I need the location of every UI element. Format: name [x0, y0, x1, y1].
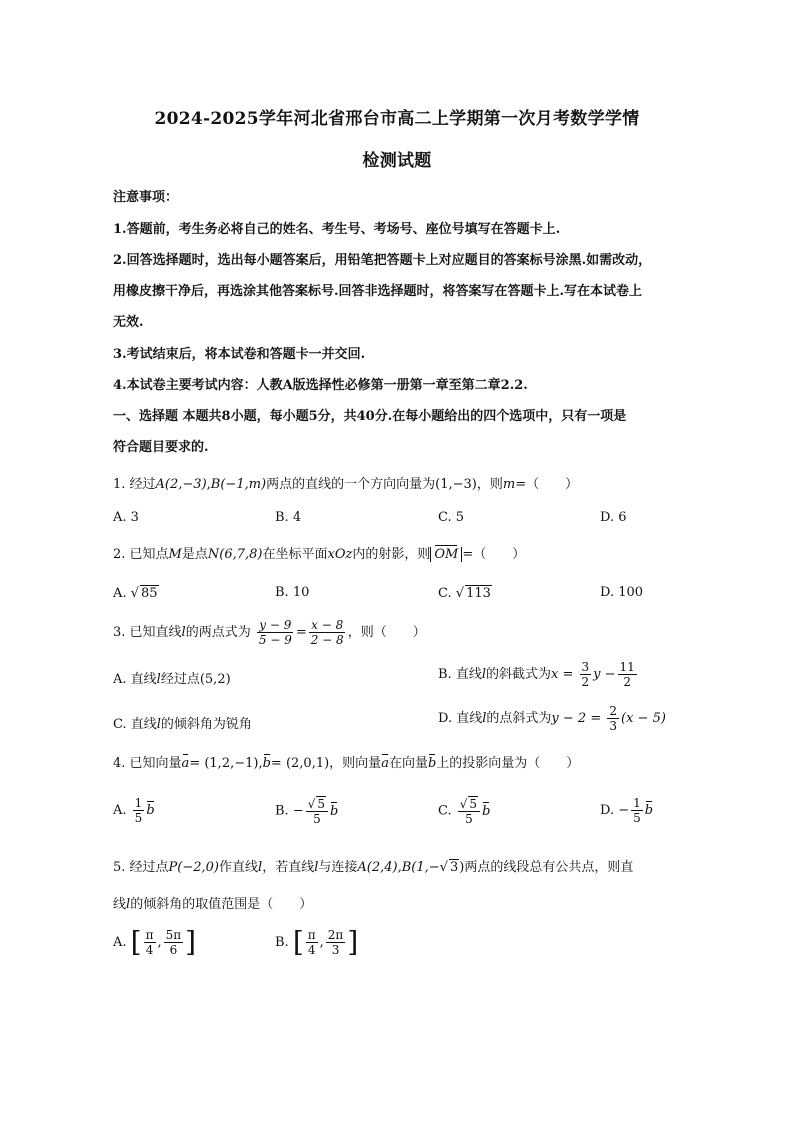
q3-line-l: l: [181, 625, 186, 640]
q5-option-a-f2n: 5π: [165, 928, 182, 942]
q4-option-c-frac: $\frac{√ 5}{5}$: [458, 796, 480, 826]
q5-option-b-f1n: π: [307, 928, 316, 942]
q3-f2-num: x − 8: [311, 618, 344, 632]
q3-option-b-f1n: 3: [581, 660, 590, 674]
q4-option-c-rad: 5: [469, 797, 478, 811]
q5-mid1: 作直线: [219, 860, 259, 875]
q5-line2-post: 的倾斜角的取值范围是（ ）: [130, 897, 313, 912]
q4-option-d: [600, 796, 653, 825]
q3-option-b-f2d: 2: [623, 675, 631, 689]
q3-option-d-fd: 3: [609, 719, 618, 733]
q3-f1-den: 5 − 9: [258, 633, 292, 647]
q3-f1-num: y − 9: [259, 618, 292, 632]
q5-option-a-f1n: π: [145, 928, 154, 942]
q1-direction-vector: (1,−3): [435, 477, 477, 492]
q2-vector-om: OM: [434, 547, 459, 562]
q4-a-eq: = (1,2,−1),: [189, 756, 263, 771]
q1-post: ，则: [476, 477, 503, 492]
notice-heading: 注意事项：: [113, 190, 179, 205]
q3-option-b-mid: 的斜截式为: [486, 667, 552, 682]
q3-prefix: 3. 已知直线: [113, 625, 182, 640]
q4-post: 上的投影向量为（ ）: [436, 756, 580, 771]
q5-option-b-f1d: 4: [307, 943, 316, 957]
q4-vector-a-2: a: [381, 756, 389, 771]
q5-line-l-3: l: [126, 897, 131, 912]
q1-point-b: B(−1,m): [210, 477, 267, 492]
q5-prefix: 5. 经过点: [113, 860, 169, 875]
q5-option-b-f2d: 3: [331, 943, 340, 957]
q4-option-a-num: 1: [134, 796, 143, 810]
q5-mid2: ，若直线: [262, 860, 315, 875]
q3-option-b-f1d: 2: [581, 675, 590, 689]
section1-heading-line2: 符合题目要求的.: [113, 440, 209, 455]
q5-line-l-2: l: [314, 860, 319, 875]
q3-option-c-l: l: [156, 717, 161, 732]
q4-option-a: [113, 796, 155, 825]
q4-option-b-rad: 5: [317, 797, 326, 811]
notice-item-1: 1.答题前，考生务必将自己的姓名、考生号、考场号、座位号填写在答题卡上.: [113, 222, 561, 237]
section1-heading-line1: 一、选择题 本题共8小题，每小题5分，共40分.在每小题给出的四个选项中，只有一项是: [113, 409, 627, 424]
q5-option-b-frac1: [306, 928, 318, 957]
q3-option-a: [113, 668, 231, 687]
q5-option-b-label: B.: [275, 935, 289, 950]
q4-option-a-frac: [133, 796, 145, 825]
notice-item-2a: 2.回答选择题时，选出每小题答案后，用铅笔把答题卡上对应题目的答案标号涂黑.如需改动，: [113, 253, 652, 268]
q1-option-a: A. 3: [113, 510, 139, 525]
q1-prefix: 1. 经过: [113, 477, 156, 492]
notice-item-4: 4.本试卷主要考试内容：人教A版选择性必修第一册第一章至第二章2.2.: [113, 378, 528, 393]
q2-plane: xOz: [327, 547, 353, 562]
q2-prefix: 2. 已知点: [113, 547, 169, 562]
q5-points-ab: A(2,4),B(1,−: [357, 860, 440, 875]
q3-option-d-mid: 的点斜式为: [486, 711, 552, 726]
q1-mid: 两点的直线的一个方向向量为: [266, 477, 436, 492]
q4-option-b-sign: −: [292, 803, 304, 819]
q3-option-c-mid: 的倾斜角为锐角: [160, 717, 252, 732]
q3-option-a-pre: A. 直线: [113, 672, 157, 687]
q4-prefix: 4. 已知向量: [113, 756, 182, 771]
q5-option-a-f1d: 4: [145, 943, 154, 957]
q3-option-d-pre: D. 直线: [438, 711, 483, 726]
question-1: 1. 经过A(2,−3),B(−1,m)两点的直线的一个方向向量为(1,−3)，则m=（ ）: [113, 477, 579, 492]
q1-eq: =（ ）: [515, 477, 579, 492]
q3-option-d: [438, 704, 666, 733]
notice-item-3: 3.考试结束后，将本试卷和答题卡一并交回.: [113, 347, 366, 362]
q5-point-p: P(−2,0): [168, 860, 220, 875]
q1-option-b: B. 4: [275, 510, 302, 525]
q4-mid: ，则向量: [329, 756, 382, 771]
q2-option-c: C. √ 113: [438, 586, 491, 601]
q5-radicand: 3: [449, 860, 459, 875]
q5-mid3: 与连接: [318, 860, 358, 875]
q2-mid1: 是点: [181, 547, 208, 562]
q5-mid4: 两点的线段总有公共点，则直: [464, 860, 634, 875]
q4-option-c-label: C.: [438, 803, 452, 819]
q3-option-a-l: l: [156, 672, 161, 687]
q4-vector-b: b: [262, 756, 271, 771]
q5-option-b: B. [ $\frac{\pi}{4}$ , $\frac{2\pi}{3}$ ]: [275, 925, 359, 959]
q5-option-a-frac1: [144, 928, 156, 957]
q4-vector-a: a: [181, 756, 190, 771]
q1-var-m: m: [502, 477, 516, 492]
q4-option-c-den: 5: [465, 812, 473, 826]
q5-option-a-frac2: [164, 928, 184, 957]
q3-option-a-mid: 经过点: [160, 672, 200, 687]
q2-post: =（ ）: [462, 547, 526, 562]
q4-option-c: [438, 796, 490, 826]
q5-line2-pre: 线: [113, 897, 127, 912]
q4-option-a-label: A.: [113, 803, 127, 818]
q3-f2-den: 2 − 8: [310, 633, 344, 647]
q2-point-n: N(6,7,8): [207, 547, 263, 562]
notice-item-2c: 无效.: [113, 315, 144, 330]
question-3: [113, 618, 693, 647]
q4-option-b-label: B.: [275, 803, 289, 819]
q4-option-d-frac: [631, 796, 643, 825]
q4-option-d-label: D.: [600, 803, 615, 818]
q3-option-c-pre: C. 直线: [113, 717, 157, 732]
q3-option-d-lhs: y − 2 =: [551, 711, 602, 726]
q3-option-a-point: (5,2): [199, 672, 231, 687]
q4-option-d-b: b: [644, 803, 654, 818]
q2-mid3: 内的射影，则: [352, 547, 431, 562]
q3-option-d-frac: [607, 704, 619, 733]
q4-option-d-den: 5: [633, 811, 641, 825]
q3-option-b-frac1: [580, 660, 592, 689]
q3-option-b-l: l: [481, 667, 486, 682]
q5-option-a-label: A.: [113, 935, 127, 950]
q4-option-c-b: b: [482, 803, 491, 819]
q2-option-a: A. √ 85: [113, 586, 158, 601]
q3-fraction-1: [257, 618, 294, 647]
q2-point-m: M: [168, 547, 182, 562]
question-4: [113, 752, 693, 771]
q5-option-b-frac2: [326, 928, 346, 957]
q5-option-a: A. [ $\frac{\pi}{4}$ , $\frac{5\pi}{6}$ ]: [113, 925, 197, 959]
q1-option-c: C. 5: [438, 510, 465, 525]
exam-title-line2: 检测试题: [362, 151, 432, 171]
q5-line-l: l: [258, 860, 263, 875]
q2-option-c-radicand: 113: [466, 586, 491, 601]
q2-option-a-radicand: 85: [140, 586, 158, 601]
q3-option-c: [113, 713, 252, 732]
q3-post: ，则（ ）: [347, 625, 426, 640]
q3-option-b: [438, 660, 639, 689]
q3-fraction-2: [309, 618, 346, 647]
q2-mid2: 在坐标平面: [262, 547, 328, 562]
q3-option-d-fn: 2: [609, 704, 618, 718]
q4-option-b-den: 5: [313, 812, 321, 826]
q4-option-b: [275, 796, 338, 826]
q3-option-b-x: x =: [551, 667, 574, 682]
q2-option-d: D. 100: [600, 585, 644, 600]
q5-option-a-f2d: 6: [169, 943, 178, 957]
notice-item-2b: 用橡皮擦干净后，再选涂其他答案标号.回答非选择题时，将答案写在答题卡上.写在本试卷上: [113, 284, 643, 299]
q4-option-a-b: b: [146, 803, 155, 818]
q4-mid2: 在向量: [388, 756, 428, 771]
question-5-line2: [113, 893, 693, 912]
q2-option-b: B. 10: [275, 585, 310, 600]
q3-option-b-f2n: 11: [619, 660, 635, 674]
q5-close: ): [459, 860, 465, 875]
q4-vector-b-2: b: [427, 756, 437, 771]
q3-option-b-pre: B. 直线: [438, 667, 482, 682]
q2-option-a-label: A.: [113, 586, 127, 601]
q3-option-d-l: l: [482, 711, 487, 726]
q3-option-d-rhs: (x − 5): [621, 711, 666, 726]
q3-option-b-frac2: [618, 660, 637, 689]
q4-option-b-b: b: [330, 803, 339, 819]
q3-mid: 的两点式为: [185, 625, 251, 640]
q4-b-eq: = (2,0,1): [270, 756, 330, 771]
question-5-line1: 5. 经过点P(−2,0)作直线l，若直线l与连接A(2,4),B(1,−√ 3)两点的线段总有公共点，则直: [113, 860, 634, 875]
q5-option-b-f2n: 2π: [327, 928, 344, 942]
q1-point-a: A(2,−3): [155, 477, 207, 492]
exam-title-line1: 2024-2025学年河北省邢台市高二上学期第一次月考数学学情: [154, 109, 640, 129]
q4-option-d-num: 1: [633, 796, 641, 810]
q3-option-b-y: y −: [593, 667, 616, 682]
q4-option-a-den: 5: [134, 811, 143, 825]
q1-option-d: D. 6: [600, 510, 627, 525]
question-2: [113, 543, 693, 562]
q4-option-b-frac: $\frac{√ 5}{5}$: [306, 796, 328, 826]
q2-option-c-label: C.: [438, 586, 452, 601]
q3-equals: =: [295, 625, 307, 640]
q4-option-d-sign: −: [618, 803, 630, 818]
